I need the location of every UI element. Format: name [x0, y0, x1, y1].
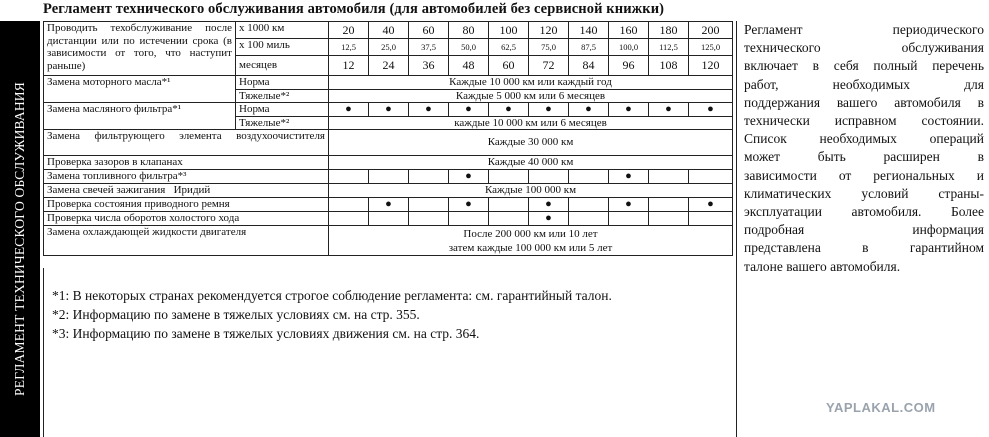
month-value: 120 [689, 56, 733, 76]
coolant-interval [329, 226, 733, 256]
mile-value: 62,5 [489, 39, 529, 56]
footnotes [52, 286, 612, 343]
oil-heavy-interval: Каждые 5 000 км или 6 месяцев [329, 89, 733, 103]
service-dot: ● [369, 103, 409, 117]
month-value: 108 [649, 56, 689, 76]
mile-value: 37,5 [409, 39, 449, 56]
service-dot: ● [449, 198, 489, 212]
km-value: 160 [609, 22, 649, 39]
service-dot: ● [609, 170, 649, 184]
service-dot: ● [689, 198, 733, 212]
empty-cell [489, 212, 529, 226]
mile-value: 112,5 [649, 39, 689, 56]
footnote-2: *2: Информацию по замене в тяжелых условиях см. на стр. 355. [52, 307, 420, 322]
watermark: YAPLAKAL.COM [826, 400, 936, 415]
km-value: 60 [409, 22, 449, 39]
month-value: 96 [609, 56, 649, 76]
condition-heavy: Тяжелые*² [236, 89, 329, 103]
km-value: 20 [329, 22, 369, 39]
row-label-spark-plugs: Замена свечей зажигания Иридий [44, 184, 329, 198]
empty-cell [369, 170, 409, 184]
km-value: 140 [569, 22, 609, 39]
empty-cell [409, 212, 449, 226]
empty-cell [529, 170, 569, 184]
empty-cell [409, 170, 449, 184]
service-dot: ● [609, 103, 649, 117]
row-label-belt: Проверка состояния приводного ремня [44, 198, 329, 212]
mile-value: 12,5 [329, 39, 369, 56]
row-label-valves: Проверка зазоров в клапанах [44, 156, 329, 170]
empty-cell [689, 170, 733, 184]
mile-value: 87,5 [569, 39, 609, 56]
service-dot: ● [409, 103, 449, 117]
km-value: 180 [649, 22, 689, 39]
description-line: работ, необходимых для [744, 76, 984, 92]
left-divider [43, 268, 44, 437]
interval-intro: Проводить техобслуживание после дистанции или по истечении срока (в зависимости от того, что наступит раньше) [44, 22, 236, 76]
description-paragraph [744, 21, 984, 276]
table-right-divider [736, 21, 737, 269]
row-label-oil-filter: Замена масляного фильтра*¹ [44, 103, 236, 130]
month-value: 48 [449, 56, 489, 76]
empty-cell [569, 198, 609, 212]
valves-interval: Каждые 40 000 км [329, 156, 733, 170]
description-line: включает в себя полный перечень [744, 58, 984, 74]
description-line: может быть расширен в [744, 149, 984, 165]
sidebar-label: РЕГЛАМЕНТ ТЕХНИЧЕСКОГО ОБСЛУЖИВАНИЯ [12, 82, 27, 396]
description-line: Регламент периодического [744, 22, 984, 37]
month-value: 84 [569, 56, 609, 76]
km-value: 40 [369, 22, 409, 39]
service-dot: ● [369, 198, 409, 212]
unit-km: x 1000 км [236, 22, 329, 39]
mile-value: 25,0 [369, 39, 409, 56]
service-dot: ● [449, 103, 489, 117]
km-value: 200 [689, 22, 733, 39]
description-line: представлена в гарантийном [744, 240, 984, 256]
service-dot: ● [449, 170, 489, 184]
condition-normal: Норма [236, 76, 329, 90]
coolant-interval-line-2: затем каждые 100 000 км или 5 лет [448, 241, 613, 254]
empty-cell [649, 170, 689, 184]
service-dot: ● [649, 103, 689, 117]
description-line: подробная информация [744, 222, 984, 238]
condition-normal: Норма [236, 103, 329, 117]
unit-miles: x 100 миль [236, 39, 329, 56]
row-label-oil: Замена моторного масла*¹ [44, 76, 236, 103]
oil-normal-interval: Каждые 10 000 км или каждый год [329, 76, 733, 90]
description-line: технически исправном состоянии. [744, 113, 984, 129]
empty-cell [569, 170, 609, 184]
description-line: эксплуатации автомобиля. Более [744, 204, 984, 220]
month-value: 24 [369, 56, 409, 76]
description-line: талоне вашего автомобиля. [744, 258, 901, 274]
empty-cell [369, 212, 409, 226]
mile-value: 75,0 [529, 39, 569, 56]
sidebar-tab [0, 21, 40, 437]
row-label-idle: Проверка числа оборотов холостого хода [44, 212, 329, 226]
oil-filter-heavy-interval: каждые 10 000 км или 6 месяцев [329, 116, 733, 130]
empty-cell [689, 212, 733, 226]
empty-cell [649, 212, 689, 226]
page-title: Регламент технического обслуживания автомобиля (для автомобилей без сервисной книжки) [43, 1, 665, 17]
row-label-air-filter: Замена фильтрующего элемента воздухоочистителя [44, 130, 329, 156]
service-dot: ● [569, 103, 609, 117]
description-line: зависимости от региональных и [744, 167, 984, 183]
spark-plugs-interval: Каждые 100 000 км [329, 184, 733, 198]
mile-value: 50,0 [449, 39, 489, 56]
empty-cell [449, 212, 489, 226]
empty-cell [569, 212, 609, 226]
empty-cell [489, 198, 529, 212]
row-label-coolant: Замена охлаждающей жидкости двигателя [44, 226, 329, 256]
empty-cell [329, 170, 369, 184]
service-dot: ● [489, 103, 529, 117]
condition-heavy: Тяжелые*² [236, 116, 329, 130]
month-value: 36 [409, 56, 449, 76]
mile-value: 100,0 [609, 39, 649, 56]
coolant-interval-line-1: После 200 000 км или 10 лет [463, 227, 598, 240]
description-line: технического обслуживания [744, 40, 984, 56]
service-dot: ● [329, 103, 369, 117]
right-divider [736, 268, 737, 437]
empty-cell [329, 212, 369, 226]
mile-value: 125,0 [689, 39, 733, 56]
km-value: 80 [449, 22, 489, 39]
description-line: поддержания вашего автомобиля в [744, 94, 984, 110]
row-label-fuel-filter: Замена топливного фильтра*³ [44, 170, 329, 184]
empty-cell [609, 212, 649, 226]
air-filter-interval: Каждые 30 000 км [329, 130, 733, 156]
empty-cell [409, 198, 449, 212]
footnote-1: *1: В некоторых странах рекомендуется строгое соблюдение регламента: см. гарантийный талон. [52, 288, 612, 303]
unit-months: месяцев [236, 56, 329, 76]
service-dot: ● [529, 103, 569, 117]
service-dot: ● [529, 212, 569, 226]
month-value: 12 [329, 56, 369, 76]
service-dot: ● [529, 198, 569, 212]
km-value: 100 [489, 22, 529, 39]
service-dot: ● [609, 198, 649, 212]
month-value: 60 [489, 56, 529, 76]
description-line: Список необходимых операций [744, 131, 984, 147]
service-dot: ● [689, 103, 733, 117]
empty-cell [649, 198, 689, 212]
month-value: 72 [529, 56, 569, 76]
empty-cell [489, 170, 529, 184]
footnote-3: *3: Информацию по замене в тяжелых условиях движения см. на стр. 364. [52, 326, 480, 341]
empty-cell [329, 198, 369, 212]
maintenance-table [43, 21, 733, 256]
description-line: климатических условий страны- [744, 185, 984, 201]
km-value: 120 [529, 22, 569, 39]
